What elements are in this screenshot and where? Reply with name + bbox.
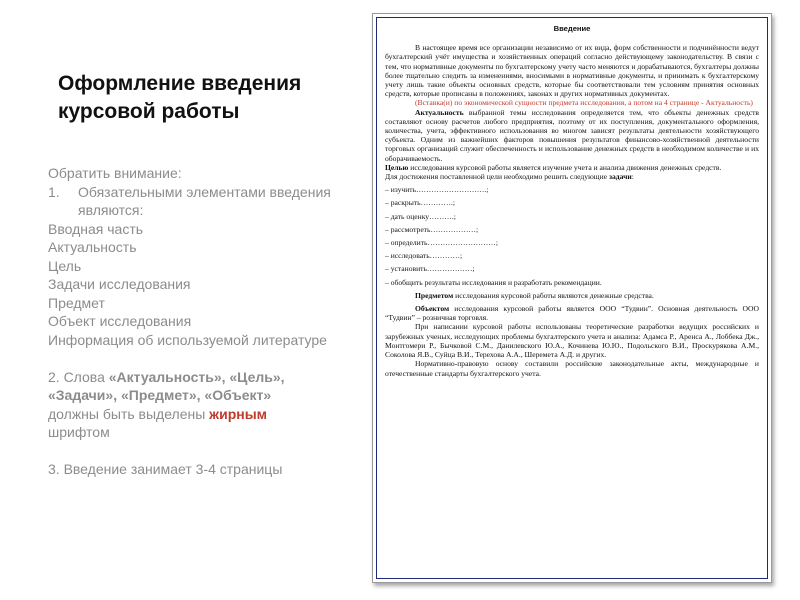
doc-relevance-text: выбранной темы исследования определяется тем, что объекты денежных средств составляют основу расчетов любого предприятия, поэтому от их поступления, документального оформления, количества, учета, эффективного использования во многом зависят результаты деятельности хозяйствующего субъекта. Одним из важнейших факторов повышения результатов финансово-хозяйственной деятельности торговых организаций служит обеспеченность и использование денежных средств в необходимом количестве и их оборачиваемость. [385,107,759,163]
doc-task-item: – определить………………………; [385,238,498,248]
item-3: 3. Введение занимает 3-4 страницы [48,461,283,477]
doc-task-item: – установить………………; [385,264,475,274]
element-relevance: Актуальность [48,239,137,255]
doc-goal-text: исследования курсовой работы является изучение учета и анализа движения денежных средств. [408,162,722,172]
doc-relevance-label: Актуальность [415,107,464,117]
doc-paragraph-tasks-intro [385,172,759,181]
doc-subject-label: Предметом [415,290,454,300]
item-2-prefix: 2. Слова [48,368,109,385]
element-subject: Предмет [48,294,105,311]
doc-goal-label: Целью [385,162,409,172]
item-2-mid: должны быть выделены [48,405,210,422]
doc-task-item: – исследовать…………; [385,251,463,261]
item-1-line2: являются: [78,202,144,218]
element-goal: Цель [48,257,82,274]
doc-paragraph-legal: Нормативно-правовую основу составили российские законодательные акты, международные и отечественные стандарты бухгалтерского учета. [385,359,759,378]
item-1-number: 1. [48,183,60,200]
doc-object-text: исследования курсовой работы является ООО “Тудвин”. Основная деятельность ООО “Тудвин” – розничная торговля. [385,304,759,323]
slide-title-line2: курсовой работы [58,100,240,123]
doc-tasks-colon: : [631,172,634,182]
doc-paragraph-relevance [385,108,759,163]
element-intro: Вводная часть [48,220,144,237]
doc-paragraph-literature: При написании курсовой работы использованы теоретические разработки ведущих российских и зарубежных ученых, исследующих проблемы бухгалтерского учета и анализа: Адамса Р., Аренса А., Лоббека Дж., Монтгомери Р., Бычковой С.М., Данилевского Ю.А., Кочинева Ю.Ю., Подольского В.И., Проскурякова А.М., Соколова Я.В., Суйца В.И., Терехова А.А., Шеремета А.Д. и других. [385,322,759,360]
doc-object-label: Объектом [415,304,450,314]
item-2-bold2: «Задачи», «Предмет», «Объект» [48,387,272,403]
doc-subject-text: исследования курсовой работы являются денежные средства. [453,290,654,300]
item-2-end: шрифтом [48,424,110,440]
item-2-bold1: «Актуальность», «Цель», [108,368,285,385]
doc-task-item: – рассмотреть………………; [385,224,479,234]
element-object: Объект исследования [48,313,192,329]
doc-red-note: (Вставка(и) по экономической сущности предмета исследования, а потом на 4 странице - Актуальность) [415,98,753,108]
item-2-line1 [48,368,358,387]
doc-paragraph-object [385,304,759,322]
slide-title-line1: Оформление введения [58,72,302,95]
slide-body [48,164,358,479]
doc-task-item: – изучить……………………….; [385,185,489,195]
item-1-line1: Обязательными элементами введения [78,183,331,200]
doc-paragraph-goal [385,163,759,172]
attention-label: Обратить внимание: [48,165,182,181]
doc-task-item: – раскрыть………….; [385,198,455,208]
element-literature: Информация об используемой литературе [48,331,327,348]
doc-paragraph-1: В настоящее время все организации независимо от их вида, форм собственности и подчинённости ведут бухгалтерский учёт имущества и хозяйственных операций согласно действующему законодательству. В связи с тем, что нормативные документы по бухгалтерскому учету часто меняются и дорабатываются, бухгалтеры должны более тщательно следить за изменениями, вносимыми в нормативные документы, и принимать к бухгалтерскому учету лишь такие объекты основных средств, которые бы соответствовали тем условиям принятия основных средств, которые прописаны в положениях, законах и других нормативных документах. [385,43,759,99]
document-page [372,13,772,583]
slide-title [58,70,358,126]
document-heading: Введение [553,24,591,33]
element-tasks: Задачи исследования [48,276,191,292]
item-2-line2 [48,386,358,405]
doc-tasks-label: задачи [608,172,632,182]
document-frame [376,17,768,579]
doc-task-item: – дать оценку……….; [385,211,456,221]
doc-paragraph-subject [385,291,759,300]
item-1 [48,183,358,202]
item-2-red: жирным [209,405,268,422]
doc-tasks-intro-text: Для достижения поставленной цели необходимо решить следующие [385,172,609,182]
item-2-line3 [48,405,358,424]
doc-task-item: – обобщить результаты исследования и разработать рекомендации. [385,277,602,287]
